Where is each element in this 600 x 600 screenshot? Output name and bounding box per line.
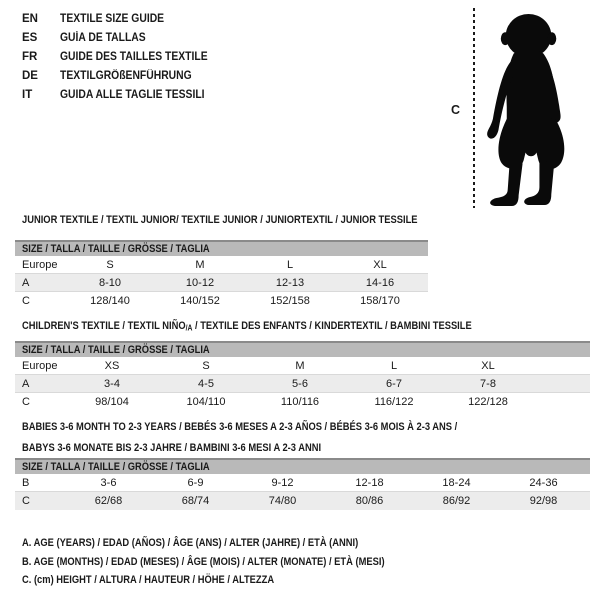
row-label: Europe <box>22 258 58 271</box>
legend-notes <box>22 534 449 590</box>
language-row <box>22 9 224 28</box>
size-cell: 80/86 <box>355 495 384 507</box>
size-cell: 92/98 <box>529 495 558 507</box>
language-title: GUÍA DE TALLAS <box>60 31 146 44</box>
size-cell: 12-13 <box>275 276 305 289</box>
legend-note: C. (cm) HEIGHT / ALTURA / HAUTEUR / HÖHE / ALTEZZA <box>22 574 275 586</box>
toddler-silhouette-icon <box>482 8 583 206</box>
size-cell: 110/116 <box>280 396 320 408</box>
size-cell: L <box>390 359 398 372</box>
size-cell: S <box>106 258 114 271</box>
babies-table-title: BABIES 3-6 MONTH TO 2-3 YEARS / BEBÉS 3-6 MESES A 2-3 AÑOS / BÉBÉS 3-6 MOIS À 2-3 ANS / BABYS 3-6 MONATE BIS 2-3 JAHRE / BAMBINI 3-6 MESI A 2-3 ANNI <box>22 421 458 454</box>
size-cell: M <box>195 258 205 271</box>
language-code: DE <box>22 69 38 82</box>
language-code: FR <box>22 50 38 63</box>
babies-size-table <box>15 458 590 510</box>
row-label: C <box>22 295 30 307</box>
size-cell: L <box>286 258 294 271</box>
size-cell: 14-16 <box>365 276 395 289</box>
size-cell: 128/140 <box>90 295 130 307</box>
size-cell: 6-7 <box>386 377 402 390</box>
size-cell: 10-12 <box>185 276 215 289</box>
size-cell: M <box>295 359 305 372</box>
table-row <box>15 274 428 292</box>
table-row <box>15 292 428 310</box>
size-cell: 116/122 <box>374 396 414 408</box>
row-label: A <box>22 377 30 390</box>
row-label: C <box>22 495 30 507</box>
size-cell: 104/110 <box>186 396 226 408</box>
row-label: Europe <box>22 359 58 372</box>
size-header-label: SIZE / TALLA / TAILLE / GRÖSSE / TAGLIA <box>22 243 210 255</box>
size-cell: 140/152 <box>180 295 220 307</box>
size-cell: XL <box>373 258 387 271</box>
row-label: B <box>22 476 30 489</box>
language-row <box>22 28 224 47</box>
size-cell: 6-9 <box>187 476 204 489</box>
row-label: A <box>22 276 30 289</box>
language-title: TEXTILE SIZE GUIDE <box>60 12 165 25</box>
size-cell: 68/74 <box>181 495 210 507</box>
language-title: TEXTILGRÖßENFÜHRUNG <box>60 69 192 82</box>
height-measure-line <box>473 8 475 208</box>
size-cell: 8-10 <box>98 276 122 289</box>
language-code: ES <box>22 31 38 44</box>
legend-note: B. AGE (MONTHS) / EDAD (MESES) / ÂGE (MOIS) / ALTER (MONATE) / ETÀ (MESI) <box>22 555 385 568</box>
language-code: IT <box>22 88 33 101</box>
size-cell: 5-6 <box>292 377 308 390</box>
table-row <box>15 375 590 393</box>
language-row <box>22 66 224 85</box>
size-header-bar <box>15 341 590 357</box>
size-header-label: SIZE / TALLA / TAILLE / GRÖSSE / TAGLIA <box>22 344 210 356</box>
size-cell: 9-12 <box>271 476 294 489</box>
size-cell: 4-5 <box>198 377 214 390</box>
language-row <box>22 47 224 66</box>
size-header-bar <box>15 458 590 474</box>
size-cell: 7-8 <box>480 377 496 390</box>
size-cell: 74/80 <box>268 495 297 507</box>
junior-size-table <box>15 240 428 310</box>
table-row <box>15 393 590 411</box>
size-cell: XS <box>104 359 120 372</box>
size-cell: 86/92 <box>442 495 471 507</box>
size-cell: 3-4 <box>104 377 120 390</box>
legend-note: A. AGE (YEARS) / EDAD (AÑOS) / ÂGE (ANS) / ALTER (JAHRE) / ETÀ (ANNI) <box>22 537 359 549</box>
language-title-list <box>22 9 224 104</box>
size-cell: 158/170 <box>360 295 400 307</box>
junior-table-title: JUNIOR TEXTILE / TEXTIL JUNIOR/ TEXTILE JUNIOR / JUNIORTEXTIL / JUNIOR TESSILE <box>22 214 418 226</box>
size-cell: 12-18 <box>355 476 384 489</box>
language-title: GUIDA ALLE TAGLIE TESSILI <box>60 88 205 101</box>
language-code: EN <box>22 12 38 25</box>
size-cell: 122/128 <box>468 396 508 408</box>
table-row <box>15 492 590 510</box>
language-row <box>22 85 224 104</box>
size-cell: 24-36 <box>529 476 558 489</box>
size-header-bar <box>15 240 428 256</box>
size-cell: S <box>202 359 210 372</box>
children-size-table <box>15 341 590 411</box>
size-header-label: SIZE / TALLA / TAILLE / GRÖSSE / TAGLIA <box>22 461 210 473</box>
title-subscript: /A <box>185 323 193 333</box>
size-cell: 62/68 <box>94 495 123 507</box>
row-label: C <box>22 396 30 408</box>
size-cell: 3-6 <box>100 476 117 489</box>
size-cell: 98/104 <box>95 396 129 408</box>
height-measure-label: C <box>451 103 461 117</box>
children-table-title: CHILDREN'S TEXTILE / TEXTIL NIÑO/A / TEXTILE DES ENFANTS / KINDERTEXTIL / BAMBINI TESSILE <box>22 320 472 333</box>
table-row <box>15 256 428 274</box>
size-cell: XL <box>481 359 495 372</box>
table-row <box>15 357 590 375</box>
size-cell: 152/158 <box>270 295 310 307</box>
table-row <box>15 474 590 492</box>
language-title: GUIDE DES TAILLES TEXTILE <box>60 50 208 63</box>
size-cell: 18-24 <box>442 476 471 489</box>
